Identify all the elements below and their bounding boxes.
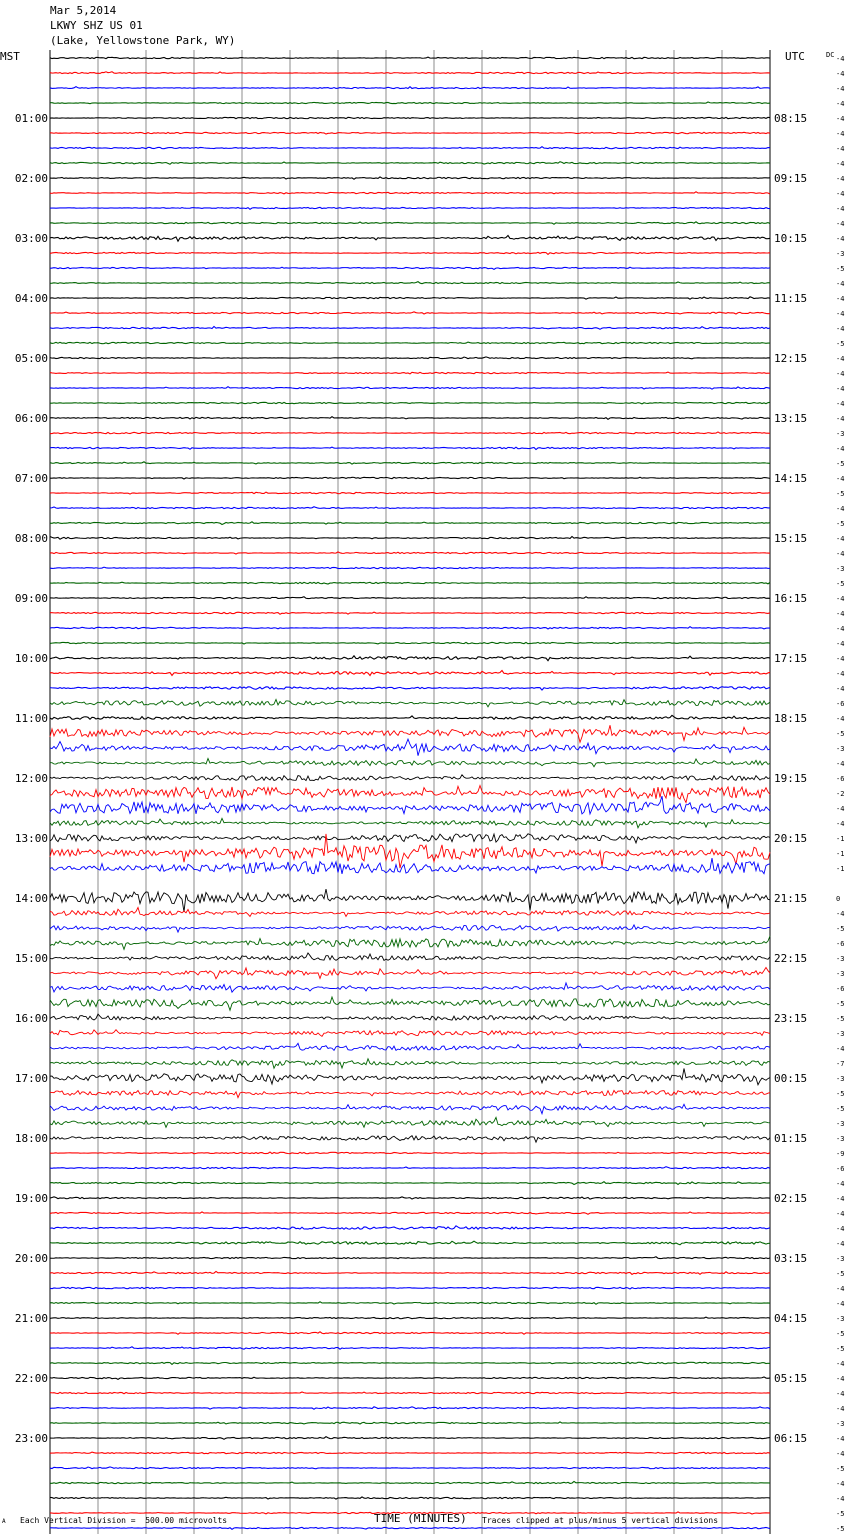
right-hour-label: 08:15 (774, 112, 808, 125)
trace-line (50, 1407, 770, 1409)
trace-line (50, 997, 770, 1010)
trace-line (50, 1377, 770, 1379)
left-hour-label: 14:00 (14, 892, 48, 905)
trace-line (50, 462, 770, 464)
dc-offset-label: -1 (836, 850, 845, 858)
trace-line (50, 267, 770, 269)
dc-offset-label: -4 (836, 475, 845, 483)
dc-offset-label: -5 (836, 1270, 845, 1278)
dc-offset-label: -4 (836, 1300, 845, 1308)
trace-line (50, 715, 770, 719)
dc-offset-label: -4 (836, 1405, 845, 1413)
dc-offset-label: -6 (836, 775, 845, 783)
left-hour-label: 13:00 (14, 832, 48, 845)
dc-offset-label: -5 (836, 490, 845, 498)
left-hour-label: 06:00 (14, 412, 48, 425)
trace-line (50, 759, 770, 767)
dc-offset-label: -4 (836, 760, 845, 768)
dc-offset-label: -4 (836, 1285, 845, 1293)
trace-line (50, 656, 770, 661)
dc-offset-label: -4 (836, 715, 845, 723)
dc-offset-label: -5 (836, 1090, 845, 1098)
trace-line (50, 1362, 770, 1364)
right-hour-label: 21:15 (774, 892, 808, 905)
dc-offset-label: -3 (836, 970, 845, 978)
dc-offset-label: -4 (836, 190, 845, 198)
dc-offset-label: -3 (836, 1030, 845, 1038)
dc-offset-label: -6 (836, 985, 845, 993)
right-hour-label: 00:15 (774, 1072, 808, 1085)
trace-line (50, 1422, 770, 1424)
left-hour-label: 02:00 (14, 172, 48, 185)
trace-line (50, 687, 770, 690)
right-zone-label: UTC (785, 50, 805, 63)
dc-offset-label: -4 (836, 1225, 845, 1233)
dc-offset-label: -4 (836, 535, 845, 543)
dc-offset-label: -4 (836, 595, 845, 603)
dc-offset-label: -3 (836, 1420, 845, 1428)
header-station: LKWY SHZ US 01 (50, 19, 143, 32)
dc-offset-label: -4 (836, 1045, 845, 1053)
trace-line (50, 1241, 770, 1245)
dc-offset-label: -4 (836, 115, 845, 123)
trace-line (50, 282, 770, 284)
trace-line (50, 387, 770, 389)
dc-offset-label: -5 (836, 1510, 845, 1518)
trace-line (50, 567, 770, 568)
dc-offset-label: -4 (836, 415, 845, 423)
dc-offset-label: -4 (836, 220, 845, 228)
dc-offset-label: -4 (836, 1360, 845, 1368)
grid-layer (50, 50, 770, 1534)
dc-offset-label: -4 (836, 1240, 845, 1248)
left-hour-label: 18:00 (14, 1132, 48, 1145)
footer-clip: Traces clipped at plus/minus 5 vertical divisions (482, 1516, 719, 1525)
dc-offset-label: -4 (836, 130, 845, 138)
dc-offset-label: -4 (836, 310, 845, 318)
dc-offset-label: -6 (836, 1165, 845, 1173)
dc-offset-label: -3 (836, 430, 845, 438)
trace-line (50, 312, 770, 314)
right-hour-label: 14:15 (774, 472, 808, 485)
trace-line (50, 983, 770, 992)
dc-offset-label: -7 (836, 1060, 845, 1068)
left-hour-label: 09:00 (14, 592, 48, 605)
right-hour-label: 01:15 (774, 1132, 808, 1145)
trace-line (50, 1527, 770, 1529)
dc-offset-label: -3 (836, 1135, 845, 1143)
trace-line (50, 1182, 770, 1185)
trace-line (50, 1467, 770, 1469)
dc-offset-label: -4 (836, 685, 845, 693)
left-hour-label: 12:00 (14, 772, 48, 785)
trace-line (50, 1332, 770, 1334)
dc-offset-label: -4 (836, 550, 845, 558)
trace-line (50, 1167, 770, 1169)
dc-offset-label: -4 (836, 655, 845, 663)
trace-line (50, 671, 770, 676)
dc-offset-label: -3 (836, 745, 845, 753)
left-zone-label: MST (0, 50, 20, 63)
trace-line (50, 402, 770, 404)
left-hour-label: 16:00 (14, 1012, 48, 1025)
right-hour-label: 09:15 (774, 172, 808, 185)
trace-line (50, 207, 770, 209)
trace-line (50, 1437, 770, 1440)
trace-line (50, 1030, 770, 1037)
dc-offset-label: -3 (836, 565, 845, 573)
dc-label: DC (826, 51, 835, 59)
trace-line (50, 1226, 770, 1230)
trace-line (50, 1481, 770, 1483)
trace-line (50, 72, 770, 74)
dc-offset-label: -4 (836, 1180, 845, 1188)
dc-offset-label: -4 (836, 610, 845, 618)
trace-line (50, 1392, 770, 1394)
left-hour-label: 17:00 (14, 1072, 48, 1085)
right-hour-label: 22:15 (774, 952, 808, 965)
footer-scale: Each Vertical Division = 500.00 microvolts (20, 1516, 228, 1525)
trace-line (50, 612, 770, 614)
dc-offset-label: -4 (836, 100, 845, 108)
dc-offset-label: -4 (836, 145, 845, 153)
trace-line (50, 953, 770, 961)
right-hour-label: 03:15 (774, 1252, 808, 1265)
dc-offset-label: -5 (836, 580, 845, 588)
trace-line (50, 889, 770, 912)
trace-line (50, 907, 770, 916)
trace-line (50, 1197, 770, 1199)
trace-line (50, 252, 770, 254)
trace-line (50, 597, 770, 599)
header-location: (Lake, Yellowstone Park, WY) (50, 34, 236, 47)
trace-line (50, 57, 770, 59)
dc-offset-label: -4 (836, 175, 845, 183)
trace-line (50, 507, 770, 509)
trace-line (50, 147, 770, 149)
left-hour-label: 15:00 (14, 952, 48, 965)
trace-line (50, 1317, 770, 1319)
trace-line (50, 102, 770, 104)
dc-offset-label: -4 (836, 235, 845, 243)
dc-offset-label: -1 (836, 835, 845, 843)
dc-offset-label: -3 (836, 955, 845, 963)
right-hour-label: 05:15 (774, 1372, 808, 1385)
dc-offset-label: -4 (836, 820, 845, 828)
trace-line (50, 177, 770, 179)
trace-line (50, 536, 770, 539)
dc-offset-label: -4 (836, 805, 845, 813)
dc-offset-label: -5 (836, 520, 845, 528)
dc-offset-label: -4 (836, 70, 845, 78)
trace-line (50, 1104, 770, 1113)
left-hour-label: 05:00 (14, 352, 48, 365)
trace-line (50, 699, 770, 706)
trace-line (50, 117, 770, 118)
dc-offset-label: -3 (836, 1315, 845, 1323)
right-hour-label: 13:15 (774, 412, 808, 425)
right-hour-label: 10:15 (774, 232, 808, 245)
dc-offset-label: -5 (836, 1465, 845, 1473)
dc-offset-label: -4 (836, 1435, 845, 1443)
trace-line (50, 1302, 770, 1304)
trace-line (50, 1014, 770, 1020)
dc-offset-label: -3 (836, 250, 845, 258)
right-hour-label: 06:15 (774, 1432, 808, 1445)
dc-offset-label: -4 (836, 1495, 845, 1503)
trace-line (50, 582, 770, 584)
right-hour-label: 15:15 (774, 532, 808, 545)
dc-offset-label: -5 (836, 340, 845, 348)
trace-line (50, 936, 770, 949)
dc-offset-label: -4 (836, 160, 845, 168)
trace-line (50, 162, 770, 165)
trace-line (50, 132, 770, 134)
dc-offset-label: -4 (836, 1480, 845, 1488)
trace-line (50, 1212, 770, 1214)
trace-line (50, 1271, 770, 1274)
trace-line (50, 925, 770, 932)
dc-offset-label: -5 (836, 265, 845, 273)
trace-line (50, 1136, 770, 1142)
trace-line (50, 1152, 770, 1154)
trace-line (50, 342, 770, 344)
trace-line (50, 1452, 770, 1454)
left-hour-label: 07:00 (14, 472, 48, 485)
left-hour-label: 11:00 (14, 712, 48, 725)
dc-offset-label: -4 (836, 910, 845, 918)
right-hour-label: 23:15 (774, 1012, 808, 1025)
dc-offset-label: -4 (836, 1390, 845, 1398)
dc-offset-label: -4 (836, 370, 845, 378)
left-hour-label: 22:00 (14, 1372, 48, 1385)
trace-line (50, 1043, 770, 1050)
trace-line (50, 326, 770, 329)
left-hour-label: 01:00 (14, 112, 48, 125)
label-layer (15, 55, 845, 1534)
dc-offset-label: -5 (836, 1000, 845, 1008)
trace-line (50, 1117, 770, 1127)
dc-offset-label: -4 (836, 640, 845, 648)
trace-line (50, 1059, 770, 1068)
trace-line (50, 739, 770, 756)
dc-offset-label: -4 (836, 445, 845, 453)
trace-line (50, 417, 770, 420)
trace-line (50, 87, 770, 89)
dc-offset-label: -4 (836, 1195, 845, 1203)
trace-line (50, 1347, 770, 1349)
trace-line (50, 222, 770, 224)
trace-line (50, 834, 770, 843)
dc-offset-label: -4 (836, 295, 845, 303)
trace-line (50, 858, 770, 874)
dc-offset-label: -5 (836, 1015, 845, 1023)
dc-offset-label: -2 (836, 790, 845, 798)
dc-offset-label: -5 (836, 730, 845, 738)
trace-line (50, 432, 770, 434)
dc-offset-label: -4 (836, 280, 845, 288)
trace-line (50, 297, 770, 299)
trace-line (50, 796, 770, 814)
dc-offset-label: -6 (836, 940, 845, 948)
dc-offset-label: -5 (836, 460, 845, 468)
dc-offset-label: -3 (836, 1255, 845, 1263)
right-hour-label: 11:15 (774, 292, 808, 305)
right-hour-label: 02:15 (774, 1192, 808, 1205)
right-hour-label: 04:15 (774, 1312, 808, 1325)
dc-offset-label: -4 (836, 325, 845, 333)
right-hour-label: 19:15 (774, 772, 808, 785)
left-hour-label: 10:00 (14, 652, 48, 665)
dc-offset-label: -4 (836, 355, 845, 363)
dc-offset-label: -4 (836, 85, 845, 93)
dc-offset-label: -5 (836, 925, 845, 933)
trace-layer (50, 57, 770, 1534)
trace-line (50, 786, 770, 803)
dc-offset-label: -5 (836, 1330, 845, 1338)
dc-offset-label: 0 (836, 895, 841, 903)
dc-offset-label: -4 (836, 625, 845, 633)
dc-offset-label: -4 (836, 505, 845, 513)
dc-offset-label: -5 (836, 1105, 845, 1113)
dc-offset-label: -3 (836, 1075, 845, 1083)
dc-offset-label: -6 (836, 700, 845, 708)
trace-line (50, 834, 770, 868)
trace-line (50, 1068, 770, 1084)
dc-offset-label: -3 (836, 1120, 845, 1128)
trace-line (50, 477, 770, 479)
dc-offset-label: -4 (836, 400, 845, 408)
dc-offset-label: -4 (836, 205, 845, 213)
left-hour-label: 23:00 (14, 1432, 48, 1445)
footer-mark: A (2, 1518, 6, 1525)
x-axis-title: TIME (MINUTES) (374, 1512, 467, 1525)
trace-line (50, 725, 770, 742)
trace-line (50, 357, 770, 359)
trace-line (50, 1497, 770, 1499)
trace-line (50, 492, 770, 494)
dc-offset-label: -5 (836, 1525, 845, 1533)
trace-line (50, 235, 770, 241)
left-hour-label: 19:00 (14, 1192, 48, 1205)
right-hour-label: 16:15 (774, 592, 808, 605)
dc-offset-label: -4 (836, 670, 845, 678)
left-hour-label: 08:00 (14, 532, 48, 545)
dc-offset-label: -4 (836, 1450, 845, 1458)
trace-line (50, 1257, 770, 1259)
right-hour-label: 12:15 (774, 352, 808, 365)
trace-line (50, 627, 770, 629)
right-hour-label: 17:15 (774, 652, 808, 665)
trace-line (50, 447, 770, 449)
trace-line (50, 968, 770, 979)
dc-offset-label: -4 (836, 55, 845, 63)
trace-line (50, 1090, 770, 1097)
dc-offset-label: -4 (836, 1210, 845, 1218)
trace-line (50, 818, 770, 827)
right-hour-label: 18:15 (774, 712, 808, 725)
trace-line (50, 552, 770, 554)
trace-line (50, 1287, 770, 1289)
dc-offset-label: -4 (836, 385, 845, 393)
dc-offset-label: -9 (836, 1150, 845, 1158)
trace-line (50, 372, 770, 374)
trace-line (50, 192, 770, 194)
left-hour-label: 03:00 (14, 232, 48, 245)
trace-line (50, 642, 770, 644)
dc-offset-label: -1 (836, 865, 845, 873)
dc-offset-label: -4 (836, 1375, 845, 1383)
left-hour-label: 04:00 (14, 292, 48, 305)
dc-offset-label: -5 (836, 1345, 845, 1353)
header-date: Mar 5,2014 (50, 4, 117, 17)
trace-line (50, 522, 770, 525)
trace-line (50, 775, 770, 781)
left-hour-label: 20:00 (14, 1252, 48, 1265)
left-hour-label: 21:00 (14, 1312, 48, 1325)
right-hour-label: 20:15 (774, 832, 808, 845)
